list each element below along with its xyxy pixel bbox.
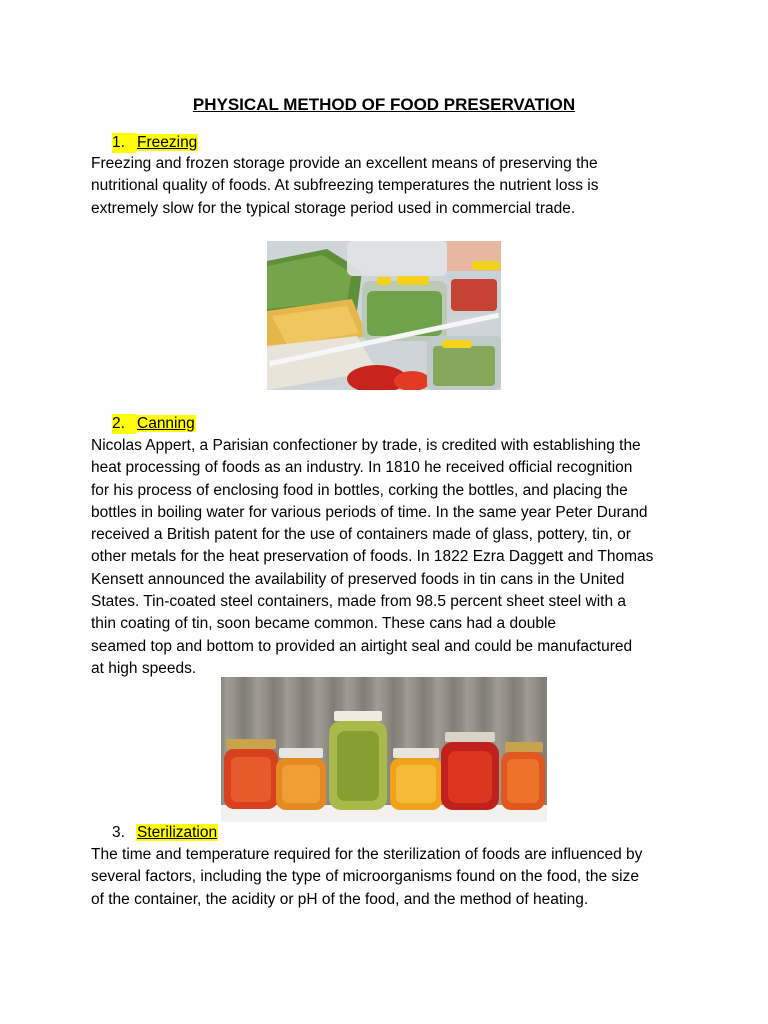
paragraph-line: at high speeds. [91,659,197,677]
paragraph-line: received a British patent for the use of containers made of glass, pottery, tin, or [91,526,631,544]
sterilization-paragraph [91,844,642,911]
frozen-food-containers-image [267,241,501,390]
section-heading-canning [112,414,196,434]
paragraph-line: several factors, including the type of microorganisms found on the food, the size [91,868,639,886]
freezing-paragraph [91,153,598,220]
section-heading-freezing [112,133,198,153]
canning-paragraph [91,435,653,680]
paragraph-line: heat processing of foods as an industry. In 1810 he received official recognition [91,459,633,477]
paragraph-line: extremely slow for the typical storage period used in commercial trade. [91,199,576,217]
section-number: 1. [112,133,136,153]
paragraph-line: nutritional quality of foods. At subfreezing temperatures the nutrient loss is [91,177,599,195]
section-number: 2. [112,414,136,434]
section-number: 3. [112,824,125,841]
paragraph-line: The time and temperature required for the sterilization of foods are influenced by [91,846,643,863]
page-title: PHYSICAL METHOD OF FOOD PRESERVATION [192,95,576,114]
paragraph-line: States. Tin-coated steel containers, made from 98.5 percent sheet steel with a [91,593,627,611]
section-heading-sterilization [112,823,218,843]
paragraph-line: of the container, the acidity or pH of the food, and the method of heating. [91,890,589,908]
section-heading-label: Freezing [137,134,198,151]
paragraph-line: thin coating of tin, soon became common. These cans had a double [91,615,557,633]
paragraph-line: Nicolas Appert, a Parisian confectioner by trade, is credited with establishing the [91,437,641,454]
paragraph-line: for his process of enclosing food in bottles, corking the bottles, and placing the [91,481,628,499]
paragraph-line: Freezing and frozen storage provide an excellent means of preserving the [91,155,598,172]
paragraph-line: bottles in boiling water for various periods of time. In the same year Peter Durand [91,503,648,521]
section-heading-label: Sterilization [137,824,218,841]
paragraph-line: Kensett announced the availability of preserved foods in tin cans in the United [91,570,625,588]
preserved-jars-image [221,677,547,822]
paragraph-line: seamed top and bottom to provided an airtight seal and could be manufactured [91,637,633,655]
paragraph-line: other metals for the heat preservation of foods. In 1822 Ezra Daggett and Thomas [91,548,654,566]
section-heading-label: Canning [137,415,195,432]
